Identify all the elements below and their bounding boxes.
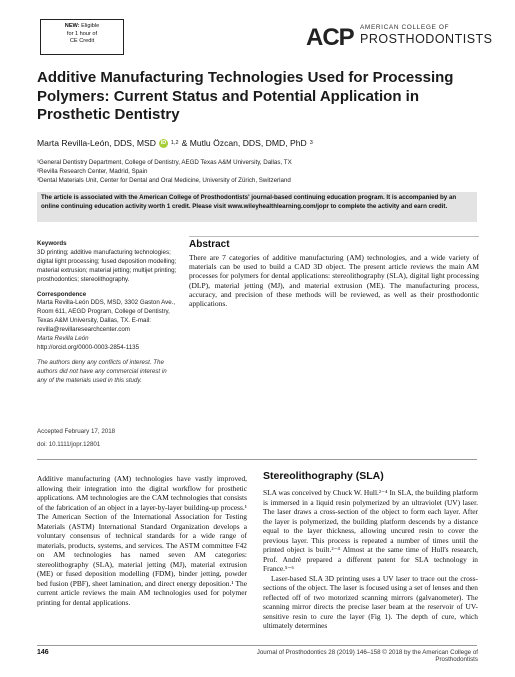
sla-heading: Stereolithography (SLA) (263, 470, 384, 482)
keywords-text: 3D printing; additive manufacturing technologies; digital light processing; fused deposition modelling; material extrusion; material jetting; multijet printing; prosthodontics; stereolithography. (37, 248, 177, 283)
affiliations (37, 158, 487, 185)
keywords-heading: Keywords (37, 240, 67, 247)
author-1-affil: 1,2 (170, 140, 179, 146)
logo-acp-text: ACP (306, 24, 354, 51)
article-title: Additive Manufacturing Technologies Used for Processing Polymers: Current Status and Potential Application in Prosthetic Dentistry (37, 69, 454, 123)
logo-subtitle-2: PROSTHODONTISTS (360, 32, 493, 46)
footer-rule (37, 645, 477, 646)
section-divider (37, 459, 477, 460)
sla-body (263, 488, 478, 631)
author-2-affil: 3 (309, 140, 313, 146)
badge-line2: for 1 hour of (66, 30, 98, 37)
journal-citation: Journal of Prosthodontics 28 (2019) 146–158 © 2018 by the American College of Prosthodontists (256, 649, 478, 663)
sla-paragraph-1: SLA was conceived by Chuck W. Hull.²⁻⁴ In SLA, the building platform is immersed in a liquid resin polymerized by an ultraviolet (UV) laser. The laser draws a cross-section of the object to form each layer. After the layer is polymerized, the building platform descends by a distance equal to the layer thickness, allowing uncured resin to cover the previous layer. This process is repeated a number of times until the printed object is built.²⁻⁴ Almost at the same time of Hull's research, Prof. André prepared a different patent for SLA technology in France.⁵⁻⁶ (263, 488, 478, 573)
badge-line3: CE Credit (69, 38, 95, 44)
sla-paragraph-2: Laser-based SLA 3D printing uses a UV laser to trace out the cross-sections of the object. The laser is focused using a set of lenses and then reflected off of two motorized scanning mirrors (galvanometer). The scanning mirror directs the precise laser beam at the reservoir of UV-sensitive resin to cure the layer (Fig 1). The depth of cure, which ultimately determines (263, 573, 478, 630)
orcid-link[interactable]: http://orcid.org/0000-0003-2854-1135 (37, 343, 140, 351)
affiliation-1: ¹General Dentistry Department, College of Dentistry, AEGD Texas A&M University, Dallas, TX (37, 159, 292, 166)
ce-notice-box: The article is associated with the American College of Prosthodontists' journal-based continuing education program. It is accompanied by an online continuing education activity worth 1 credit. Please visit www.wileyhealthlearning.com/jopr to complete the activity and earn credit. (37, 192, 477, 222)
intro-paragraph: Additive manufacturing (AM) technologies have vastly improved, allowing their integration into the digital workflow for prosthetic applications. AM technologies are the CAM technologies that consists of the fabrication of an object in a layer-by-layer building-up process.¹ The American Section of the International Association for Testing Materials (ASTM) International Standard Organization develops a voluntary consensus of technical standards for a wide range of materials, products, systems, and services. The ASTM committee F42 on AM technologies has named seven AM categories: stereolithography (SLA), material jetting (MJ), material extrusion (ME) or fused deposition modelling (FDM), binder jetting, powder bed fusion (PBF), sheet lamination, and direct energy deposition.¹ The current article reviews the main AM technologies used for polymer printing for dental applications. (37, 474, 247, 607)
ce-credit-badge (40, 19, 124, 55)
doi[interactable]: doi: 10.1111/jopr.12801 (37, 441, 101, 448)
acp-logo (306, 20, 506, 52)
logo-subtitle-1: AMERICAN COLLEGE OF (360, 24, 450, 31)
correspondence-text: Marta Revilla-León DDS, MSD, 3302 Gaston Ave., Room 611, AEGD Program, College of Dentistry, Texas A&M University, Dallas, TX. E-mail: revilla@revillaresearchcenter.com (37, 299, 176, 334)
accepted-date: Accepted February 17, 2018 (37, 428, 116, 435)
author-1: Marta Revilla-León, DDS, MSD (37, 138, 156, 148)
affiliation-3: ³Dental Materials Unit, Center for Dental and Oral Medicine, University of Zürich, Switzerland (37, 177, 291, 184)
author-line (37, 138, 487, 148)
conflict-statement: The authors deny any conflicts of interest. The authors did not have any commercial interest in any of the materials used in this study. (37, 358, 167, 384)
abstract-heading: Abstract (189, 239, 230, 250)
badge-new: NEW: (64, 23, 80, 29)
badge-line1: Eligible (81, 23, 100, 29)
affiliation-2: ²Revilla Research Center, Madrid, Spain (37, 168, 148, 175)
author-2: & Mutlu Özcan, DDS, DMD, PhD (181, 138, 307, 148)
sidebar (37, 240, 177, 386)
abstract-rule (189, 236, 479, 237)
orcid-icon[interactable]: iD (160, 139, 167, 146)
correspondence-heading: Correspondence (37, 290, 87, 298)
corresponding-author-name: Marta Revilla León (37, 335, 89, 343)
abstract-text: There are 7 categories of additive manufacturing (AM) technologies, and a wide variety of materials can be used to build a CAD 3D object. The present article reviews the main AM processes for polymers for dental applications: stereolithography (SLA), digital light processing (DLP), material jetting (MJ), and material extrusion (ME). The manufacturing process, accuracy, and precision of these methods will be reviewed, as well as their prosthodontic applications. (189, 253, 479, 309)
page-number: 146 (37, 649, 49, 656)
